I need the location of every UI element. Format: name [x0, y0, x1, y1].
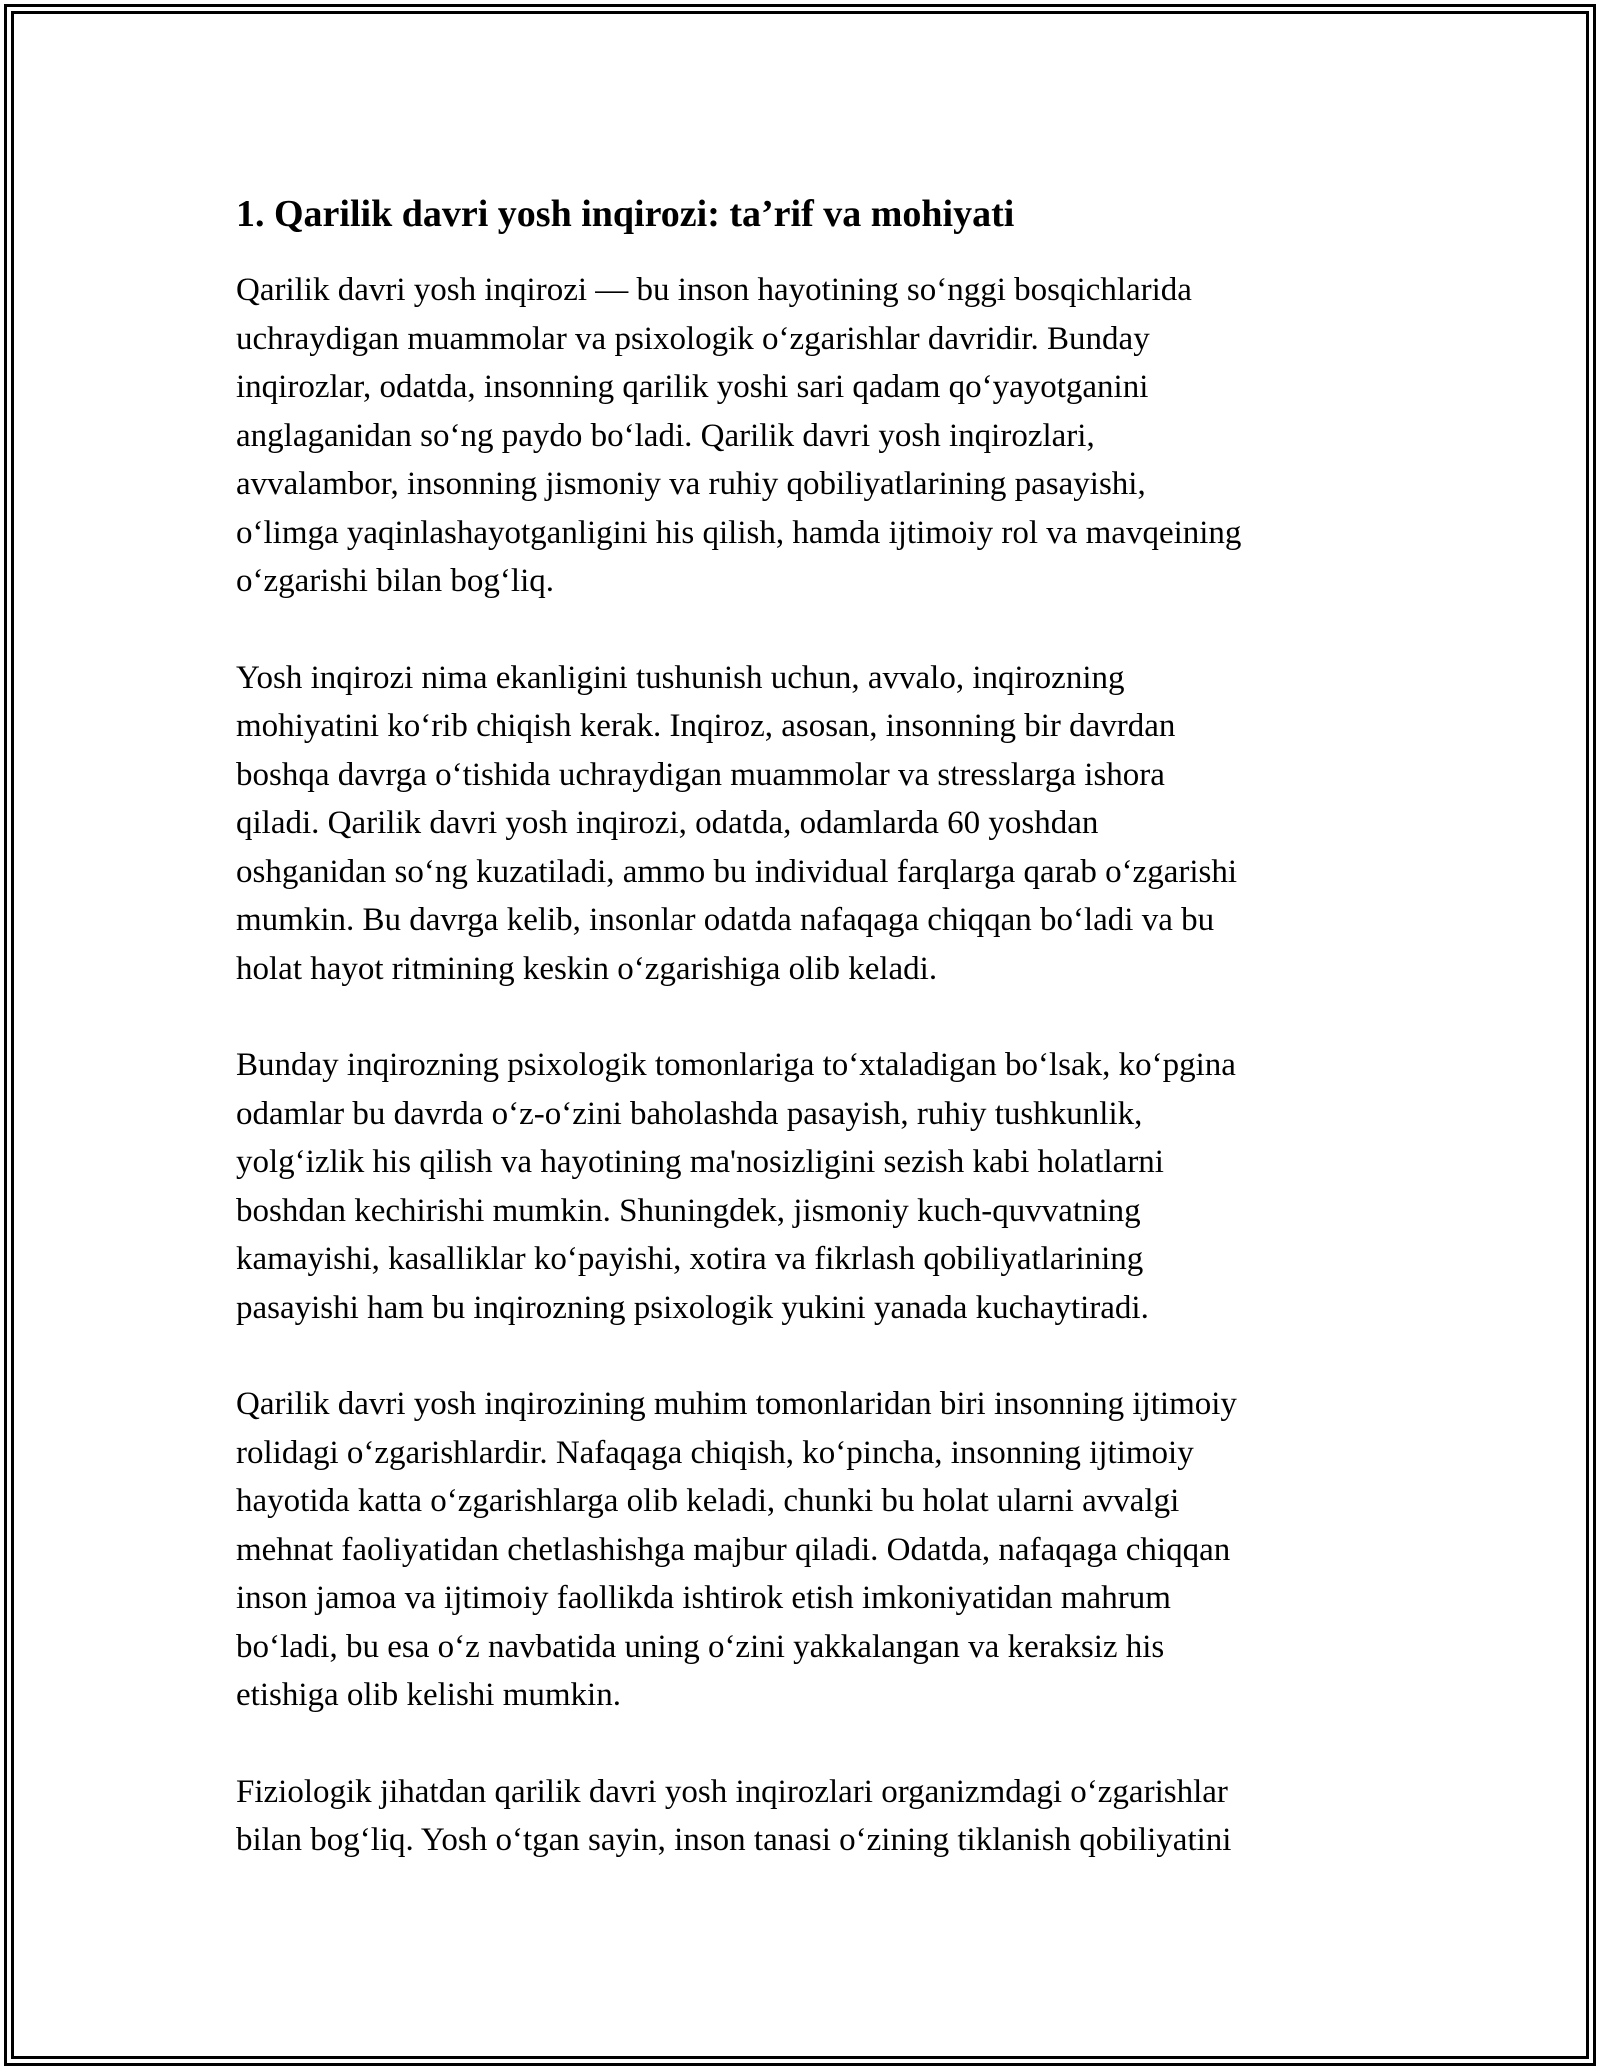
- text-line: Qarilik davri yosh inqirozining muhim tomonlaridan biri insonning ijtimoiy: [236, 1386, 1237, 1422]
- text-line: Yosh inqirozi nima ekanligini tushunish uchun, avvalo, inqirozning: [236, 659, 1125, 696]
- text-line: mehnat faoliyatidan chetlashishga majbur qiladi. Odatda, nafaqaga chiqqan: [236, 1531, 1231, 1568]
- text-line: rolidagi o‘zgarishlardir. Nafaqaga chiqish, ko‘pincha, insonning ijtimoiy: [236, 1434, 1194, 1471]
- text-line: yolg‘izlik his qilish va hayotining ma'nosizligini sezish kabi holatlarni: [236, 1144, 1164, 1180]
- text-line: oshganidan so‘ng kuzatiladi, ammo bu individual farqlarga qarab o‘zgarishi: [236, 853, 1238, 890]
- text-line: qiladi. Qarilik davri yosh inqirozi, odatda, odamlarda 60 yoshdan: [236, 805, 1099, 841]
- text-line: o‘limga yaqinlashayotganligini his qilish, hamda ijtimoiy rol va mavqeining: [236, 514, 1242, 551]
- paragraph-4: [236, 1380, 1356, 1720]
- text-line: inson jamoa va ijtimoiy faollikda ishtirok etish imkoniyatidan mahrum: [236, 1580, 1171, 1616]
- text-line: inqirozlar, odatda, insonning qarilik yoshi sari qadam qo‘yayotganini: [236, 369, 1149, 405]
- text-line: odamlar bu davrda o‘z-o‘zini baholashda pasayish, ruhiy tushkunlik,: [236, 1095, 1143, 1132]
- text-line: boshqa davrga o‘tishida uchraydigan muammolar va stresslarga ishora: [236, 756, 1165, 793]
- text-line: holat hayot ritmining keskin o‘zgarishiga olib keladi.: [236, 950, 938, 987]
- section-heading: 1. Qarilik davri yosh inqirozi: ta’rif va mohiyati: [236, 193, 1015, 235]
- paragraph-3: [236, 1041, 1356, 1332]
- text-line: bilan bog‘liq. Yosh o‘tgan sayin, inson tanasi o‘zining tiklanish qobiliyatini: [236, 1822, 1232, 1858]
- text-line: pasayishi ham bu inqirozning psixologik yukini yanada kuchaytiradi.: [236, 1289, 1149, 1326]
- document-body: [236, 186, 1356, 1913]
- text-line: Bunday inqirozning psixologik tomonlariga to‘xtaladigan bo‘lsak, ko‘pgina: [236, 1047, 1236, 1083]
- text-line: uchraydigan muammolar va psixologik o‘zgarishlar davridir. Bunday: [236, 320, 1150, 357]
- text-line: kamayishi, kasalliklar ko‘payishi, xotira va fikrlash qobiliyatlarining: [236, 1241, 1144, 1277]
- paragraph-2: [236, 654, 1356, 994]
- text-line: bo‘ladi, bu esa o‘z navbatida uning o‘zini yakkalangan va keraksiz his: [236, 1628, 1165, 1665]
- text-line: mumkin. Bu davrga kelib, insonlar odatda nafaqaga chiqqan bo‘ladi va bu: [236, 902, 1215, 938]
- text-line: mohiyatini ko‘rib chiqish kerak. Inqiroz, asosan, insonning bir davrdan: [236, 708, 1176, 744]
- text-line: boshdan kechirishi mumkin. Shuningdek, jismoniy kuch-quvvatning: [236, 1192, 1141, 1229]
- text-line: etishiga olib kelishi mumkin.: [236, 1677, 621, 1713]
- paragraph-1: [236, 266, 1356, 606]
- text-line: Fiziologik jihatdan qarilik davri yosh inqirozlari organizmdagi o‘zgarishlar: [236, 1773, 1228, 1810]
- text-line: anglaganidan so‘ng paydo bo‘ladi. Qarilik davri yosh inqirozlari,: [236, 417, 1095, 454]
- paragraph-5: [236, 1768, 1356, 1865]
- text-line: hayotida katta o‘zgarishlarga olib keladi, chunki bu holat ularni avvalgi: [236, 1483, 1180, 1519]
- text-line: avvalambor, insonning jismoniy va ruhiy qobiliyatlarining pasayishi,: [236, 466, 1146, 502]
- text-line: o‘zgarishi bilan bog‘liq.: [236, 563, 555, 599]
- text-line: Qarilik davri yosh inqirozi — bu inson hayotining so‘nggi bosqichlarida: [236, 272, 1192, 308]
